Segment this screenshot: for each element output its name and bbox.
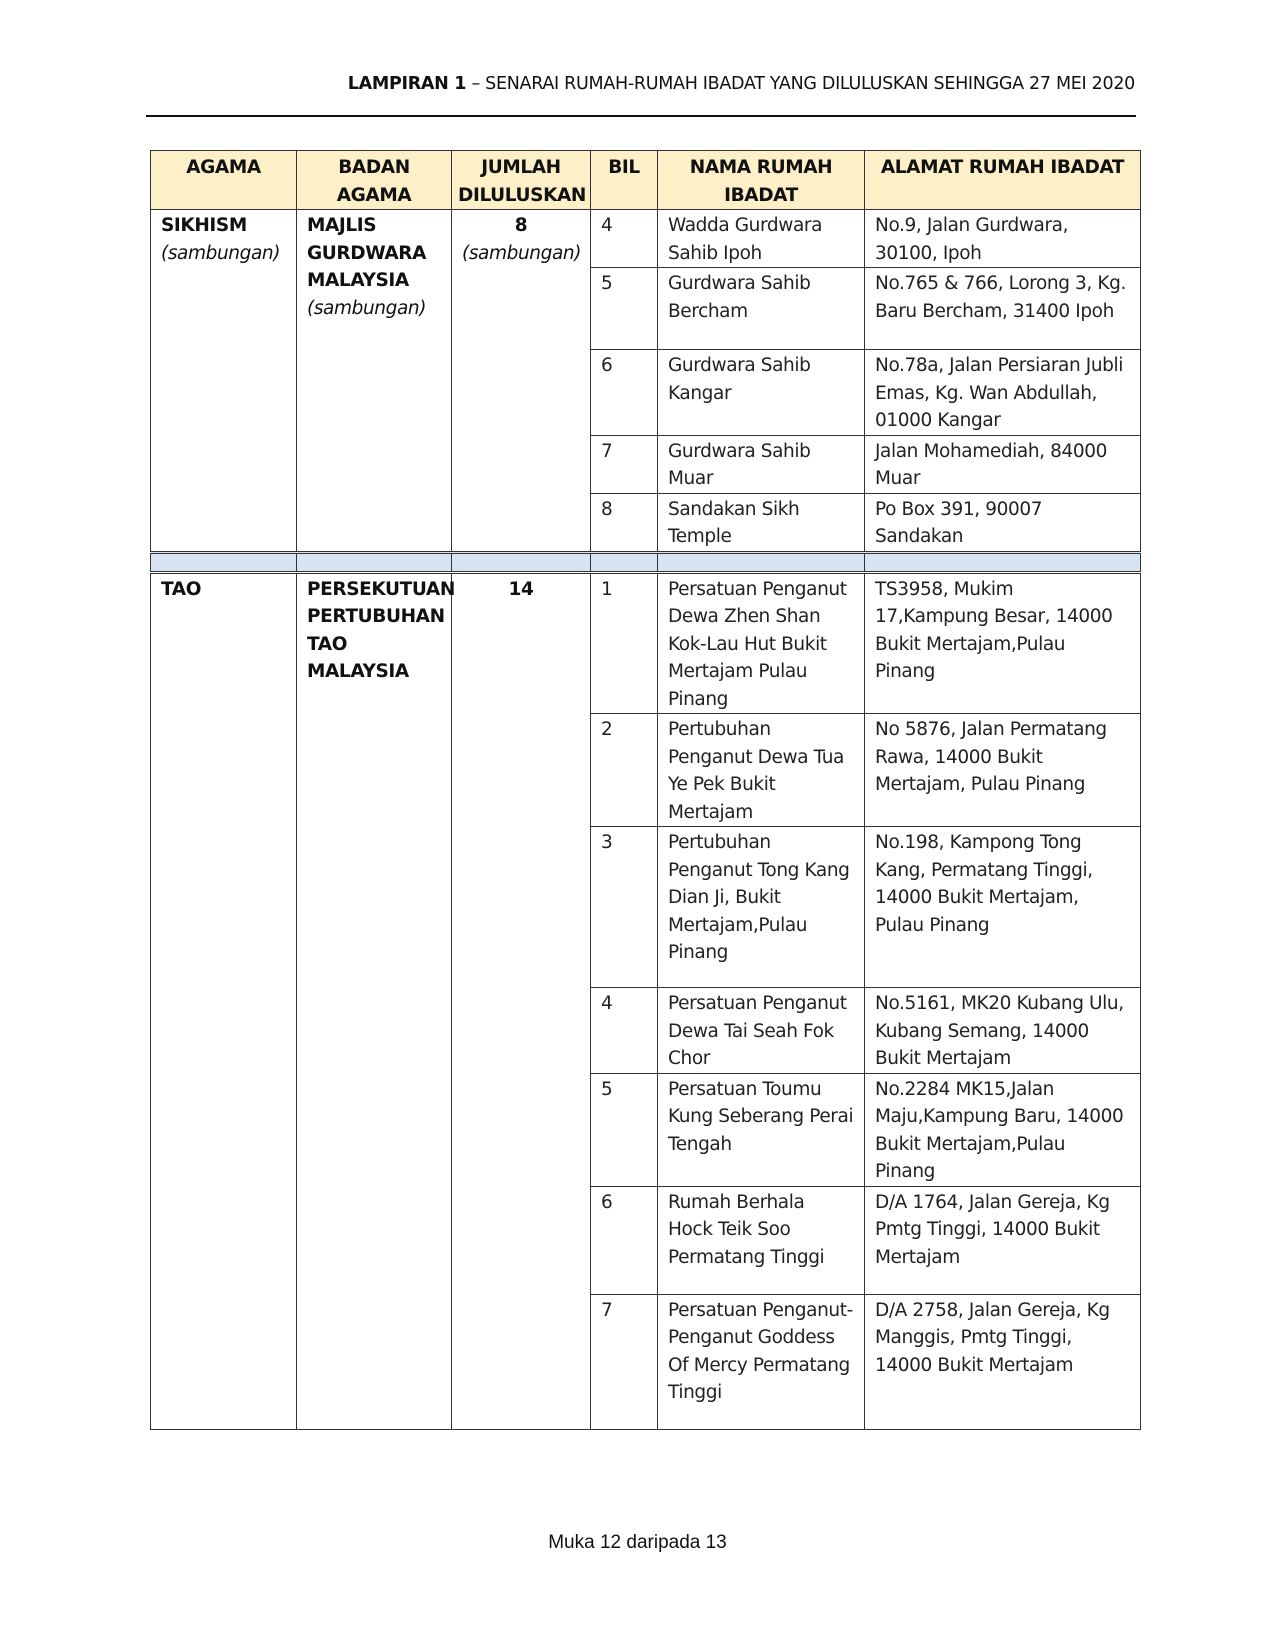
- badan-cell: [297, 210, 452, 553]
- alamat-cell: No.765 & 766, Lorong 3, Kg. Baru Bercham, 31400 Ipoh: [865, 268, 1141, 350]
- alamat-cell: D/A 2758, Jalan Gereja, Kg Manggis, Pmtg Tinggi, 14000 Bukit Mertajam: [865, 1294, 1141, 1429]
- bil-cell: 7: [591, 1294, 658, 1429]
- bil-cell: 5: [591, 1073, 658, 1186]
- nama-cell: Gurdwara Sahib Kangar: [658, 350, 865, 436]
- bil-cell: 6: [591, 1186, 658, 1294]
- table-row: [151, 210, 1141, 268]
- bil-cell: 4: [591, 210, 658, 268]
- header-title-bold: LAMPIRAN 1: [347, 74, 467, 94]
- bil-cell: 7: [591, 435, 658, 493]
- nama-cell: Persatuan Toumu Kung Seberang Perai Tengah: [658, 1073, 865, 1186]
- page-header: [150, 74, 1135, 94]
- jumlah-value: 14: [508, 578, 534, 600]
- separator-cell: [452, 552, 591, 572]
- nama-cell: Pertubuhan Penganut Tong Kang Dian Ji, Bukit Mertajam,Pulau Pinang: [658, 827, 865, 988]
- alamat-cell: TS3958, Mukim 17,Kampung Besar, 14000 Bukit Mertajam,Pulau Pinang: [865, 572, 1141, 714]
- alamat-cell: No 5876, Jalan Permatang Rawa, 14000 Bukit Mertajam, Pulau Pinang: [865, 714, 1141, 827]
- table-row: [151, 572, 1141, 714]
- col-nama-header: NAMA RUMAH IBADAT: [658, 151, 865, 210]
- separator-cell: [658, 552, 865, 572]
- bil-cell: 8: [591, 493, 658, 552]
- nama-cell: Sandakan Sikh Temple: [658, 493, 865, 552]
- agama-cell: [151, 572, 297, 1429]
- agama-cell: [151, 210, 297, 553]
- jumlah-cell: [452, 572, 591, 1429]
- bil-cell: 4: [591, 988, 658, 1074]
- col-alamat-header: ALAMAT RUMAH IBADAT: [865, 151, 1141, 210]
- badan-name: PERSEKUTUAN PERTUBUHAN TAO MALAYSIA: [307, 578, 455, 682]
- bil-cell: 1: [591, 572, 658, 714]
- alamat-cell: Po Box 391, 90007 Sandakan: [865, 493, 1141, 552]
- nama-cell: Gurdwara Sahib Bercham: [658, 268, 865, 350]
- header-rule: [146, 115, 1136, 117]
- col-agama-header: AGAMA: [151, 151, 297, 210]
- places-of-worship-table: [150, 150, 1141, 1430]
- col-jumlah-header: JUMLAH DILULUSKAN: [452, 151, 591, 210]
- bil-cell: 2: [591, 714, 658, 827]
- jumlah-note: (sambungan): [462, 242, 582, 264]
- jumlah-value: 8: [514, 215, 528, 236]
- table-header-row: [151, 151, 1141, 210]
- agama-name: TAO: [161, 578, 202, 600]
- nama-cell: Pertubuhan Penganut Dewa Tua Ye Pek Bukit Mertajam: [658, 714, 865, 827]
- group-separator-row: [151, 552, 1141, 572]
- badan-note: (sambungan): [307, 297, 427, 319]
- nama-cell: Gurdwara Sahib Muar: [658, 435, 865, 493]
- agama-name: SIKHISM: [161, 215, 247, 236]
- jumlah-cell: [452, 210, 591, 553]
- bil-cell: 5: [591, 268, 658, 350]
- separator-cell: [297, 552, 452, 572]
- nama-cell: Persatuan Penganut-Penganut Goddess Of Mercy Permatang Tinggi: [658, 1294, 865, 1429]
- alamat-cell: Jalan Mohamediah, 84000 Muar: [865, 435, 1141, 493]
- separator-cell: [591, 552, 658, 572]
- col-badan-header: BADAN AGAMA: [297, 151, 452, 210]
- header-title-rest: – SENARAI RUMAH-RUMAH IBADAT YANG DILULUSKAN SEHINGGA 27 MEI 2020: [466, 74, 1135, 94]
- nama-cell: Wadda Gurdwara Sahib Ipoh: [658, 210, 865, 268]
- bil-cell: 6: [591, 350, 658, 436]
- alamat-cell: D/A 1764, Jalan Gereja, Kg Pmtg Tinggi, 14000 Bukit Mertajam: [865, 1186, 1141, 1294]
- alamat-cell: No.5161, MK20 Kubang Ulu, Kubang Semang, 14000 Bukit Mertajam: [865, 988, 1141, 1074]
- alamat-cell: No.2284 MK15,Jalan Maju,Kampung Baru, 14000 Bukit Mertajam,Pulau Pinang: [865, 1073, 1141, 1186]
- separator-cell: [151, 552, 297, 572]
- nama-cell: Persatuan Penganut Dewa Tai Seah Fok Chor: [658, 988, 865, 1074]
- col-bil-header: BIL: [591, 151, 658, 210]
- alamat-cell: No.78a, Jalan Persiaran Jubli Emas, Kg. Wan Abdullah, 01000 Kangar: [865, 350, 1141, 436]
- agama-note: (sambungan): [161, 242, 281, 264]
- alamat-cell: No.198, Kampong Tong Kang, Permatang Tinggi, 14000 Bukit Mertajam, Pulau Pinang: [865, 827, 1141, 988]
- separator-cell: [865, 552, 1141, 572]
- nama-cell: Persatuan Penganut Dewa Zhen Shan Kok-Lau Hut Bukit Mertajam Pulau Pinang: [658, 572, 865, 714]
- badan-name: MAJLIS GURDWARA MALAYSIA: [307, 215, 427, 291]
- page-number: Muka 12 daripada 13: [548, 1532, 727, 1553]
- bil-cell: 3: [591, 827, 658, 988]
- nama-cell: Rumah Berhala Hock Teik Soo Permatang Tinggi: [658, 1186, 865, 1294]
- alamat-cell: No.9, Jalan Gurdwara, 30100, Ipoh: [865, 210, 1141, 268]
- badan-cell: [297, 572, 455, 1429]
